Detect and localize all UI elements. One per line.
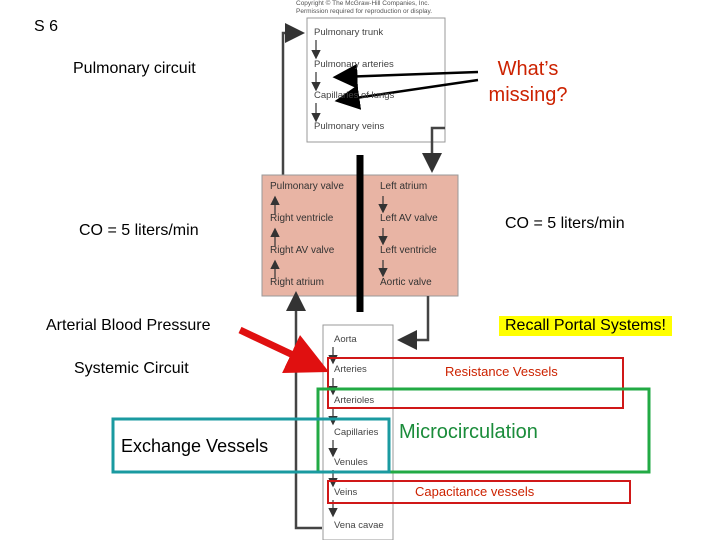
right-av-valve-label: Right AV valve: [270, 245, 335, 256]
right-atrium-label: Right atrium: [270, 277, 324, 288]
pulmonary-veins-label: Pulmonary veins: [314, 121, 385, 132]
arterioles-label: Arterioles: [334, 395, 375, 406]
pulmonary-valve-label: Pulmonary valve: [270, 181, 344, 192]
aortic-valve-label: Aortic valve: [380, 277, 432, 288]
left-ventricle-label: Left ventricle: [380, 245, 437, 256]
co-left-label: CO = 5 liters/min: [79, 222, 199, 239]
right-ventricle-label: Right ventricle: [270, 213, 334, 224]
arteries-label: Arteries: [334, 364, 367, 375]
capacitance-vessels-label: Capacitance vessels: [415, 484, 535, 499]
veins-label: Veins: [334, 487, 358, 498]
red-arrow: [240, 330, 310, 363]
recall-portal-systems-label: Recall Portal Systems!: [499, 316, 672, 336]
copyright-line-2: Permission required for reproduction or display.: [296, 8, 433, 15]
vena-cavae-label: Vena cavae: [334, 520, 384, 531]
venules-label: Venules: [334, 457, 368, 468]
whats-missing-label: What’s missing?: [488, 58, 568, 106]
copyright-line-1: Copyright © The McGraw-Hill Companies, Inc.: [296, 0, 430, 7]
exchange-vessels-label: Exchange Vessels: [121, 436, 269, 456]
left-av-valve-label: Left AV valve: [380, 213, 438, 224]
systemic-circuit-label: Systemic Circuit: [74, 360, 189, 377]
capillaries-label: Capillaries: [334, 427, 379, 438]
resistance-vessels-label: Resistance Vessels: [445, 364, 558, 379]
capillaries-of-lungs-label: Capillaries of lungs: [314, 90, 395, 101]
slide-number: S 6: [34, 18, 59, 35]
co-right-label: CO = 5 liters/min: [505, 215, 625, 232]
pulmonary-circuit-label: Pulmonary circuit: [73, 60, 196, 77]
microcirculation-label: Microcirculation: [399, 421, 538, 443]
aorta-label: Aorta: [334, 334, 357, 345]
arterial-blood-pressure-label: Arterial Blood Pressure: [46, 317, 211, 334]
pulmonary-trunk-label: Pulmonary trunk: [314, 27, 384, 38]
pulmonary-arteries-label: Pulmonary arteries: [314, 59, 394, 70]
left-atrium-label: Left atrium: [380, 181, 428, 192]
